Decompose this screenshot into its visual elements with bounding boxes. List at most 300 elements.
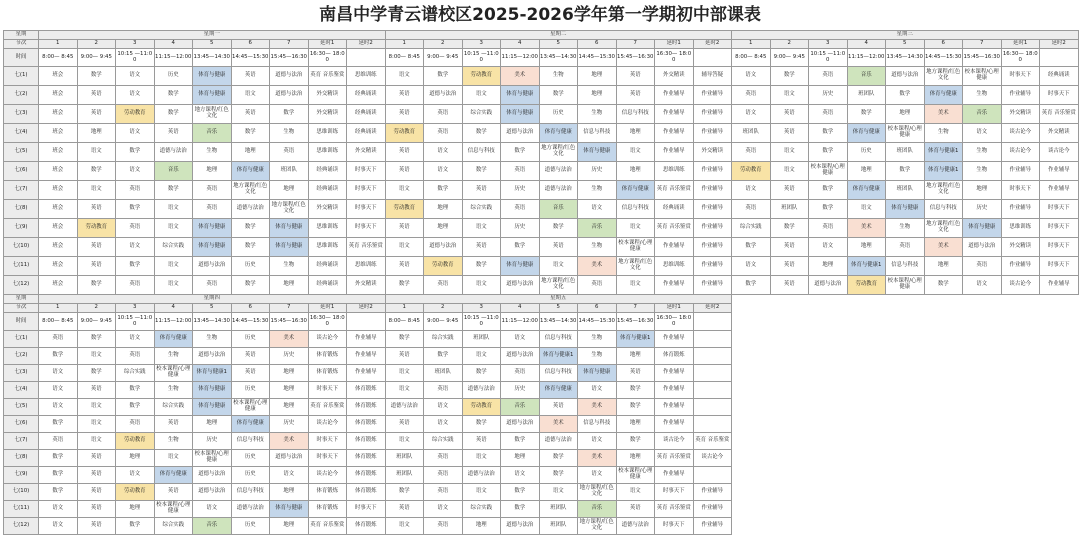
time-cell: 11:15—12:00 [501, 313, 540, 331]
table-row [4, 257, 1079, 276]
course-cell: 作业辅导 [693, 162, 732, 181]
course-cell [693, 365, 732, 382]
course-cell: 道德与法治 [270, 67, 309, 86]
course-cell: 综合实践 [732, 219, 771, 238]
course-cell: 思维训练 [308, 238, 347, 257]
period-header: 2 [424, 304, 463, 313]
course-cell: 谈古论今 [1001, 124, 1040, 143]
course-cell: 谈古论今 [1040, 143, 1079, 162]
course-cell: 数学 [424, 67, 463, 86]
course-cell: 英语 [732, 143, 771, 162]
course-cell: 数学 [886, 86, 925, 105]
period-header: 1 [385, 304, 424, 313]
period-header: 2 [77, 304, 116, 313]
course-cell: 英语 [77, 200, 116, 219]
course-cell: 时事天下 [308, 450, 347, 467]
time-cell: 13:45—14:30 [193, 313, 232, 331]
course-cell: 道德与法治 [501, 124, 540, 143]
course-cell: 作业辅导 [693, 276, 732, 295]
course-cell: 道德与法治 [270, 86, 309, 105]
course-cell: 生物 [193, 143, 232, 162]
course-cell [693, 382, 732, 399]
course-cell: 英语 [539, 399, 578, 416]
course-cell: 综合实践 [462, 200, 501, 219]
course-cell: 语文 [732, 105, 771, 124]
course-cell: 语文 [732, 181, 771, 200]
course-cell: 历史 [154, 67, 193, 86]
course-cell: 语文 [39, 382, 78, 399]
course-cell: 作业辅导 [693, 124, 732, 143]
course-cell: 作业辅导 [693, 200, 732, 219]
course-cell [693, 416, 732, 433]
course-cell: 语文 [770, 86, 809, 105]
period-header: 2 [770, 40, 809, 49]
course-cell: 语文 [424, 143, 463, 162]
course-cell: 语文 [39, 501, 78, 518]
period-header: 延时1 [655, 40, 694, 49]
course-cell: 班会 [39, 181, 78, 200]
time-cell: 10:15 —11:00 [462, 49, 501, 67]
course-cell: 历史 [501, 219, 540, 238]
course-cell [693, 467, 732, 484]
course-cell: 地方课程/红色文化 [539, 143, 578, 162]
course-cell: 谈古论今 [1001, 143, 1040, 162]
course-cell: 生物 [924, 124, 963, 143]
course-cell: 体育与健康 [154, 467, 193, 484]
course-cell: 语文 [963, 276, 1002, 295]
course-cell: 地方课程/红色文化 [924, 181, 963, 200]
course-cell: 生物 [963, 143, 1002, 162]
course-cell: 语文 [578, 200, 617, 219]
course-cell: 英育 音乐鉴赏 [655, 181, 694, 200]
course-cell: 生物 [270, 257, 309, 276]
page-title: 南昌中学青云谱校区2025-2026学年第一学期初中部课表 [319, 5, 761, 25]
course-cell: 语文 [616, 276, 655, 295]
course-cell: 数学 [770, 219, 809, 238]
table-row [4, 67, 1079, 86]
course-cell: 体育锻炼 [347, 518, 386, 535]
course-cell: 语文 [154, 257, 193, 276]
course-cell: 英语 [462, 238, 501, 257]
table-row [4, 238, 1079, 257]
course-cell: 综合实践 [154, 238, 193, 257]
course-cell: 语文 [193, 501, 232, 518]
course-cell: 数学 [847, 105, 886, 124]
course-cell: 劳动教育 [77, 219, 116, 238]
period-header: 3 [116, 304, 155, 313]
time-cell: 9:00— 9:45 [424, 313, 463, 331]
time-cell: 14:45—15:30 [231, 313, 270, 331]
course-cell: 英语 [578, 276, 617, 295]
course-cell: 数学 [231, 219, 270, 238]
table-row [4, 467, 732, 484]
period-header: 延时1 [308, 40, 347, 49]
course-cell: 地理 [270, 484, 309, 501]
course-cell: 作业辅导 [693, 219, 732, 238]
course-cell: 数学 [424, 181, 463, 200]
time-cell: 16:30— 18:00 [1001, 49, 1040, 67]
time-cell: 15:45—16:30 [270, 313, 309, 331]
course-cell: 英语 [886, 238, 925, 257]
period-header: 7 [963, 40, 1002, 49]
time-cell [693, 313, 732, 331]
course-cell: 外交精读 [347, 276, 386, 295]
course-cell: 道德与法治 [616, 518, 655, 535]
course-cell: 体育与健康1 [616, 331, 655, 348]
course-cell: 道德与法治 [501, 348, 540, 365]
course-cell: 体育与健康 [539, 382, 578, 399]
period-header: 4 [501, 40, 540, 49]
course-cell: 体育与健康 [270, 219, 309, 238]
period-header: 延时2 [693, 304, 732, 313]
period-header: 1 [39, 304, 78, 313]
course-cell: 作业辅导 [347, 331, 386, 348]
course-cell: 信息与科技 [578, 416, 617, 433]
course-cell: 语文 [809, 238, 848, 257]
course-cell: 数学 [616, 399, 655, 416]
course-cell: 体育与健康 [270, 501, 309, 518]
period-header: 3 [809, 40, 848, 49]
course-cell: 道德与法治 [193, 484, 232, 501]
course-cell: 英育 音乐鉴赏 [308, 399, 347, 416]
course-cell: 数学 [39, 484, 78, 501]
course-cell: 校本课程/心理健康 [886, 276, 925, 295]
course-cell: 语文 [116, 86, 155, 105]
course-cell: 英语 [154, 484, 193, 501]
table-row [4, 219, 1079, 238]
time-cell: 9:00— 9:45 [770, 49, 809, 67]
course-cell: 地理 [270, 382, 309, 399]
course-cell: 体育与健康 [501, 105, 540, 124]
course-cell: 地方课程/红色文化 [270, 200, 309, 219]
course-cell: 地理 [616, 124, 655, 143]
course-cell: 美术 [501, 67, 540, 86]
course-cell: 综合实践 [424, 433, 463, 450]
period-header: 6 [578, 304, 617, 313]
course-cell: 英语 [732, 200, 771, 219]
table-row [4, 518, 732, 535]
course-cell: 综合实践 [462, 501, 501, 518]
course-cell: 英语 [616, 365, 655, 382]
course-cell: 生物 [578, 238, 617, 257]
course-cell: 音乐 [539, 200, 578, 219]
course-cell: 历史 [231, 257, 270, 276]
course-cell: 数学 [501, 484, 540, 501]
course-cell: 英语 [39, 433, 78, 450]
course-cell: 班团队 [424, 365, 463, 382]
class-label: 七(1) [4, 67, 39, 86]
course-cell: 语文 [77, 348, 116, 365]
course-cell: 体育与健康 [578, 143, 617, 162]
course-cell: 英语 [385, 162, 424, 181]
course-cell: 道德与法治 [193, 257, 232, 276]
course-cell: 综合实践 [462, 105, 501, 124]
course-cell: 语文 [578, 382, 617, 399]
course-cell: 语文 [770, 162, 809, 181]
period-header: 1 [39, 40, 78, 49]
course-cell: 语文 [462, 348, 501, 365]
course-cell: 生物 [886, 219, 925, 238]
table-row [4, 433, 732, 450]
weekday-label: 星期 [4, 31, 39, 40]
course-cell: 英语 [77, 105, 116, 124]
course-cell: 道德与法治 [462, 467, 501, 484]
course-cell: 地理 [847, 238, 886, 257]
course-cell: 地理 [116, 450, 155, 467]
course-cell: 信息与科技 [924, 200, 963, 219]
course-cell: 美术 [539, 416, 578, 433]
course-cell: 数学 [231, 124, 270, 143]
course-cell: 数学 [886, 162, 925, 181]
course-cell: 体育锻炼 [347, 399, 386, 416]
course-cell: 英语 [963, 257, 1002, 276]
time-cell: 9:00— 9:45 [77, 49, 116, 67]
course-cell: 体育与健康 [193, 86, 232, 105]
course-cell: 英语 [809, 67, 848, 86]
course-cell: 劳动教育 [116, 433, 155, 450]
course-cell: 英语 [77, 86, 116, 105]
course-cell: 道德与法治 [501, 518, 540, 535]
table-row [4, 105, 1079, 124]
course-cell: 英语 [809, 105, 848, 124]
course-cell: 美术 [578, 450, 617, 467]
course-cell: 道德与法治 [193, 467, 232, 484]
course-cell: 作业辅导 [655, 124, 694, 143]
course-cell: 英语 [732, 86, 771, 105]
course-cell: 体育与健康 [193, 382, 232, 399]
course-cell: 地理 [616, 450, 655, 467]
course-cell: 作业辅导 [655, 238, 694, 257]
course-cell: 生物 [154, 348, 193, 365]
course-cell: 体育与健康1 [924, 162, 963, 181]
course-cell: 思维训练 [1001, 219, 1040, 238]
course-cell: 地理 [270, 399, 309, 416]
course-cell: 语文 [231, 86, 270, 105]
course-cell: 语文 [578, 467, 617, 484]
course-cell: 英语 [385, 86, 424, 105]
course-cell: 英语 [270, 143, 309, 162]
course-cell: 地方课程/红色文化 [231, 181, 270, 200]
time-cell: 8:00— 8:45 [385, 49, 424, 67]
course-cell: 数学 [462, 365, 501, 382]
course-cell: 数学 [116, 257, 155, 276]
course-cell: 劳动教育 [424, 257, 463, 276]
course-cell: 英语 [616, 501, 655, 518]
class-label: 七(7) [4, 181, 39, 200]
time-cell: 13:45—14:30 [886, 49, 925, 67]
course-cell: 语文 [39, 399, 78, 416]
course-cell: 数学 [539, 86, 578, 105]
course-cell: 作业辅导 [655, 276, 694, 295]
course-cell: 英语 [231, 365, 270, 382]
course-cell: 作业辅导 [655, 143, 694, 162]
course-cell: 作业辅导 [1001, 257, 1040, 276]
course-cell: 历史 [231, 518, 270, 535]
course-cell: 英育 音乐鉴赏 [655, 219, 694, 238]
course-cell: 班团队 [886, 143, 925, 162]
course-cell: 英语 [424, 484, 463, 501]
course-cell: 英语 [77, 518, 116, 535]
course-cell: 校本课程/心理健康 [154, 365, 193, 382]
course-cell: 经典诵读 [308, 257, 347, 276]
course-cell: 数学 [462, 162, 501, 181]
course-cell: 道德与法治 [539, 433, 578, 450]
class-label: 七(6) [4, 162, 39, 181]
course-cell: 班团队 [539, 518, 578, 535]
course-cell: 体育锻炼 [655, 348, 694, 365]
class-label: 七(11) [4, 501, 39, 518]
table-row [4, 143, 1079, 162]
course-cell: 体育锻炼 [308, 348, 347, 365]
course-cell: 体育锻炼 [347, 450, 386, 467]
course-cell: 体育与健康 [616, 181, 655, 200]
course-cell: 班会 [39, 276, 78, 295]
course-cell: 语文 [963, 124, 1002, 143]
period-header: 延时2 [347, 304, 386, 313]
course-cell: 历史 [231, 467, 270, 484]
period-header: 5 [886, 40, 925, 49]
course-cell: 数学 [116, 200, 155, 219]
course-cell: 生物 [154, 433, 193, 450]
course-cell: 外交精读 [1001, 238, 1040, 257]
course-cell: 体育与健康 [578, 365, 617, 382]
course-cell: 英语 [424, 105, 463, 124]
time-cell: 10:15 —11:00 [809, 49, 848, 67]
course-cell: 英语 [77, 382, 116, 399]
course-cell: 班会 [39, 67, 78, 86]
course-cell: 英语 [501, 162, 540, 181]
course-cell: 历史 [501, 382, 540, 399]
course-cell: 英语 [424, 382, 463, 399]
course-cell: 语文 [732, 257, 771, 276]
course-cell: 数学 [39, 416, 78, 433]
course-cell: 时事天下 [1040, 238, 1079, 257]
time-cell: 10:15 —11:00 [462, 313, 501, 331]
period-header: 延时2 [347, 40, 386, 49]
course-cell: 语文 [847, 200, 886, 219]
course-cell: 语文 [385, 365, 424, 382]
course-cell: 体育与健康 [501, 257, 540, 276]
course-cell: 英语 [424, 450, 463, 467]
course-cell: 语文 [116, 467, 155, 484]
course-cell: 地理 [193, 162, 232, 181]
course-cell: 语文 [116, 238, 155, 257]
course-cell: 作业辅导 [655, 331, 694, 348]
course-cell: 谈古论今 [693, 450, 732, 467]
course-cell: 作业辅导 [693, 105, 732, 124]
course-cell: 作业辅导 [347, 365, 386, 382]
course-cell: 英语 [770, 238, 809, 257]
course-cell: 地理 [501, 450, 540, 467]
time-cell: 11:15—12:00 [501, 49, 540, 67]
course-cell: 英语 [385, 143, 424, 162]
course-cell: 劳动教育 [385, 200, 424, 219]
table-row [4, 365, 732, 382]
table-row [4, 331, 732, 348]
course-cell: 数学 [501, 143, 540, 162]
course-cell: 外交精读 [1040, 124, 1079, 143]
period-header: 7 [616, 40, 655, 49]
course-cell: 音乐 [578, 219, 617, 238]
course-cell: 作业辅导 [655, 382, 694, 399]
course-cell: 音乐 [154, 162, 193, 181]
time-cell: 15:45—16:30 [616, 49, 655, 67]
course-cell: 体育与健康1 [539, 348, 578, 365]
day-header: 星期五 [385, 295, 732, 304]
course-cell: 数学 [501, 501, 540, 518]
course-cell: 体育与健康 [847, 181, 886, 200]
period-header: 4 [154, 304, 193, 313]
course-cell: 地理 [424, 219, 463, 238]
period-header: 6 [924, 40, 963, 49]
course-cell [693, 331, 732, 348]
course-cell: 体育与健康 [193, 219, 232, 238]
time-cell: 10:15 —11:00 [116, 49, 155, 67]
course-cell: 综合实践 [116, 365, 155, 382]
time-cell: 8:00— 8:45 [385, 313, 424, 331]
course-cell: 语文 [462, 484, 501, 501]
course-cell: 语文 [501, 467, 540, 484]
course-cell: 数学 [77, 67, 116, 86]
period-header: 3 [116, 40, 155, 49]
course-cell: 劳动教育 [462, 399, 501, 416]
class-label: 七(11) [4, 257, 39, 276]
time-cell: 13:45—14:30 [539, 49, 578, 67]
course-cell: 道德与法治 [424, 238, 463, 257]
class-label: 七(7) [4, 433, 39, 450]
course-cell: 英语 [116, 276, 155, 295]
course-cell: 信息与科技 [616, 105, 655, 124]
course-cell: 地理 [847, 162, 886, 181]
course-cell: 英育 音乐鉴赏 [655, 450, 694, 467]
course-cell: 道德与法治 [231, 200, 270, 219]
time-cell: 14:45—15:30 [231, 49, 270, 67]
course-cell: 英育 音乐鉴赏 [693, 433, 732, 450]
course-cell: 英语 [116, 348, 155, 365]
course-cell: 美术 [578, 257, 617, 276]
course-cell: 地理 [886, 105, 925, 124]
time-cell: 8:00— 8:45 [39, 49, 78, 67]
course-cell: 数学 [154, 181, 193, 200]
course-cell: 英语 [770, 105, 809, 124]
course-cell: 道德与法治 [270, 450, 309, 467]
course-cell: 思维训练 [655, 257, 694, 276]
course-cell: 体育与健康 [501, 86, 540, 105]
course-cell: 英语 [231, 105, 270, 124]
course-cell: 英语 [231, 348, 270, 365]
course-cell: 作业辅导 [693, 484, 732, 501]
course-cell: 道德与法治 [154, 143, 193, 162]
course-cell: 语文 [77, 416, 116, 433]
period-header: 1 [385, 40, 424, 49]
course-cell: 英语 [462, 433, 501, 450]
course-cell: 语文 [385, 181, 424, 200]
class-label: 七(8) [4, 450, 39, 467]
course-cell: 语文 [424, 416, 463, 433]
table-row [4, 124, 1079, 143]
course-cell: 美术 [578, 399, 617, 416]
course-cell: 美术 [270, 433, 309, 450]
course-cell: 历史 [847, 143, 886, 162]
course-cell: 音乐 [501, 399, 540, 416]
course-cell: 地理 [193, 416, 232, 433]
course-cell: 数学 [116, 382, 155, 399]
course-cell: 思维训练 [347, 67, 386, 86]
course-cell: 英语 [116, 219, 155, 238]
course-cell: 数学 [809, 200, 848, 219]
time-cell: 16:30— 18:00 [655, 313, 694, 331]
course-cell: 时事天下 [655, 484, 694, 501]
